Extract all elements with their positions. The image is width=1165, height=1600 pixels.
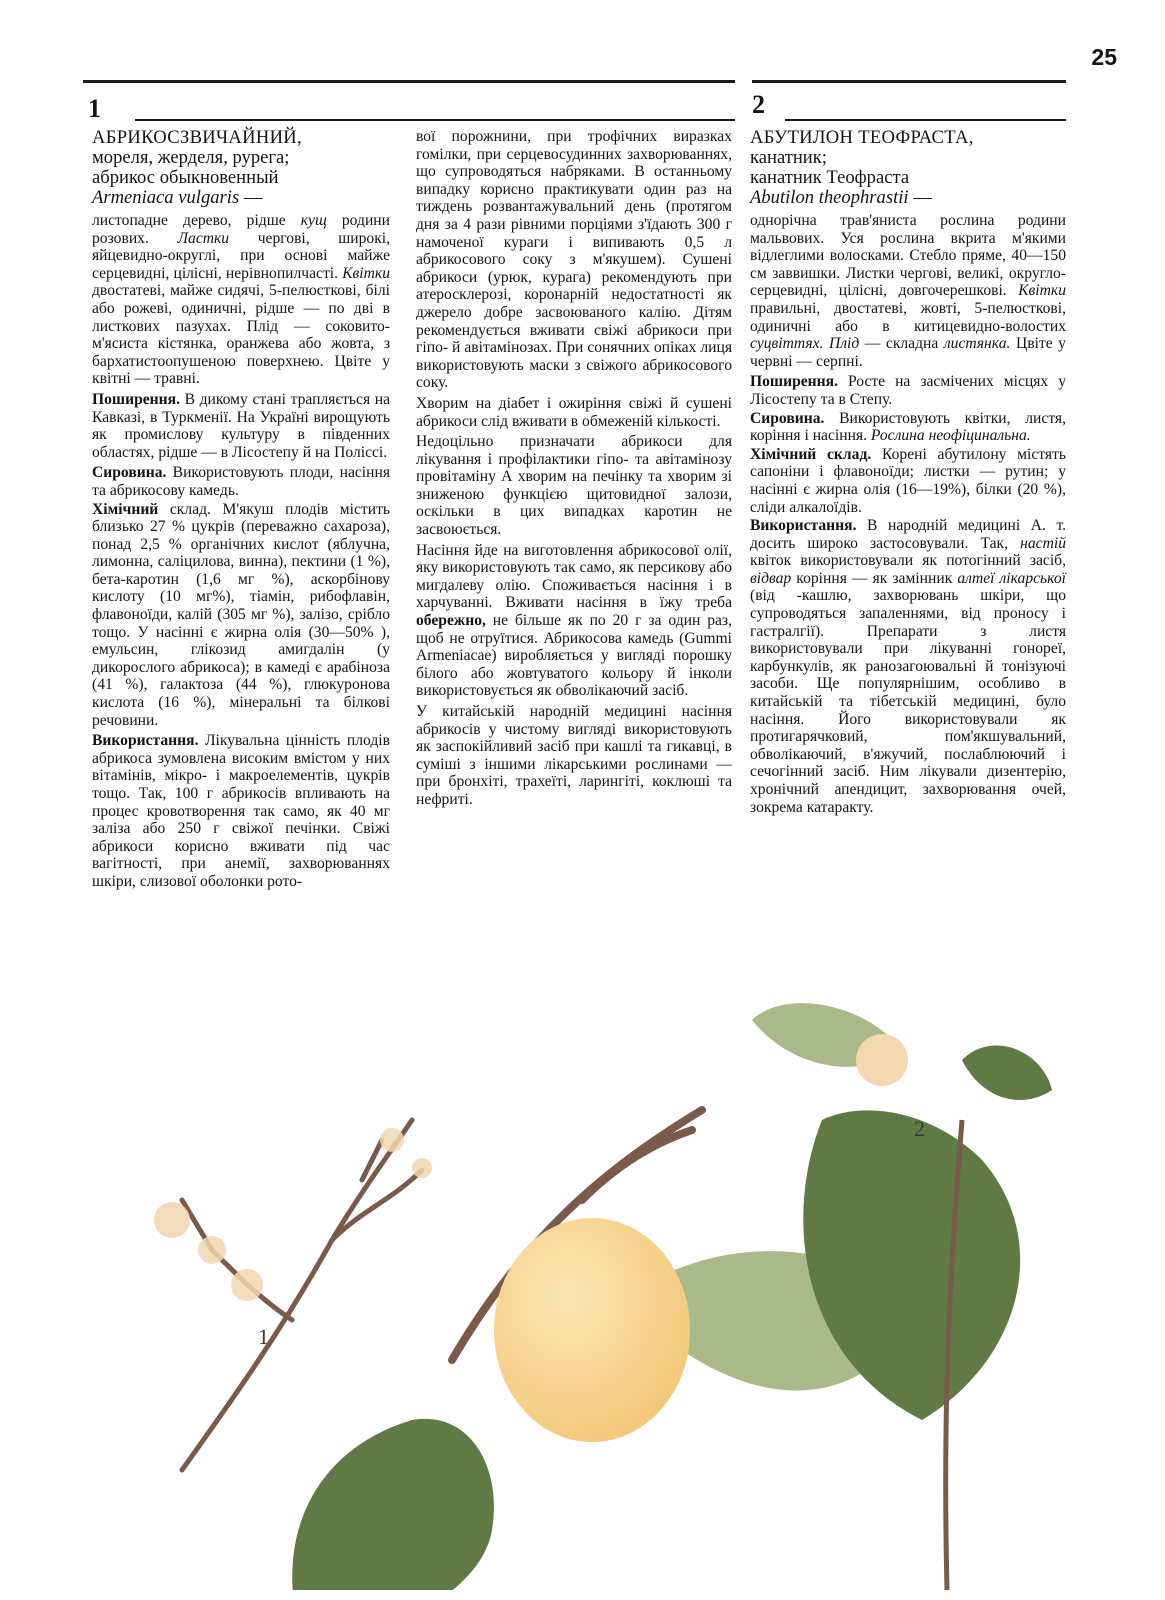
entry2-dash: — — [908, 187, 932, 208]
entry1-usage-continued: вої порожнини, при трофічних виразках гомілки, при серцевосудинних захворюваннях, що супроводяться набряками. В останньому випадку корисно практикувати один раз на тиждень розвантажувальний день (протягом дня за 4 рази рівними порціями з'їдають 300 г намоченої кураги і випивають 0,5 л абрикосового соку з м'якушем). Сушені абрикоси (урюк, курага) рекомендують при атеросклерозі, коронарній недостатності як джерело добре засвоюваного калію. Дітям рекомендується вживати свіжі абрикоси при гіпо- й авітамінозах. При сонячних опіках лиця використовують маски з свіжого абрикосового соку. — [416, 128, 732, 392]
section-text: Використовують плоди, насіння та абрикосову камедь. — [92, 464, 390, 499]
section-text-italic: Рослина неофіцинальна. — [870, 427, 1031, 445]
apricot-fruit — [494, 1218, 690, 1442]
section-text: Корені абутилону містять сапоніни і флавоноїди; листки — рутин; у насінні є жирна олія (16—19%), білки (20 %), сліди алкалоїдів. — [750, 445, 1067, 516]
section-text: склад. М'якуш плодів містить близько 27 % цукрів (переважно сахароза), понад 2,5 % органічних кислот (яблучна, лимонна, саліцилова, винна), пектини (1 %), бета-каротин (1,6 мг %), аскорбінову кислоту (10 мг%), тіамін, рибофлавін, флавоноїди, калій (305 мг %), залізо, срібло тощо. У насінні є жирна олія (30—50% ), емульсин, глікозид амигдалін (у дикорослого абрикоса); в камеді є арабіноза (41 %), галактоза (44 %), глюкуронова кислота (16 %), мінеральні та білкові речовини. — [92, 500, 390, 729]
text-run: коріння — як замінник — [791, 569, 958, 587]
column-3 — [750, 128, 1066, 817]
botanical-illustration — [62, 1000, 1102, 1590]
top-rule-left — [83, 80, 735, 83]
text-run-italic: суцвіттях. Плід — [750, 335, 860, 353]
entry1-contraindication: Недоцільно призначати абрикоси для лікування і профілактики гіпо- та авітамінозу провітаміну А хворим на печінку та хворим зі зниженою функцією щитовидної залози, оскільки в цих випадках каротин не засвоюється. — [416, 433, 732, 539]
text-run: не більше як по 20 г за один раз, щоб не отруїтися. Абрикосова камедь (Gummi Armeniacae) виробляється у вигляді порошку білого або жовтуватого кольору й інколи використовується як обволікаючий засіб. — [416, 612, 732, 700]
text-run: чергові, широкі, яйцевидно-округлі, при основі майже серцевидні, цілісні, нерівнопилчасті. — [92, 229, 391, 282]
column-1 — [92, 128, 390, 892]
entry1-distribution — [92, 391, 390, 461]
entry1-latin-name: Armeniaca vulgaris — [92, 187, 240, 208]
entry1-latin-line — [92, 188, 390, 208]
entry2-distribution — [750, 373, 1066, 408]
section-text: Використовують квітки, листя, коріння і насіння. — [750, 409, 1066, 445]
section-label: Сировина. — [750, 409, 825, 427]
text-run-italic: кущ — [300, 212, 327, 229]
section-label: Використання. — [92, 732, 199, 750]
text-run-bold: обережно, — [416, 612, 486, 630]
section-label: Сировина. — [92, 464, 167, 482]
entry1-description — [92, 212, 390, 388]
entry2-raw-material — [750, 410, 1066, 445]
entry2-rule — [785, 119, 1066, 121]
text-run: Насіння йде на виготовлення абрикосової олії, яку використовують так само, як персикову або мигдалеву олію. Споживається насіння і в харчуванні. Вживати насіння в їжу треба — [416, 541, 732, 612]
entry1-chinese-medicine: У китайській народній медицині насіння абрикосів у чистому вигляді використовують як заспокійливий засіб при кашлі та гикавці, в суміші з іншими лікарськими рослинами — при бронхіті, трахеїті, ларингіті, коклюші та нефриті. — [416, 703, 732, 808]
entry1-name: АБРИКОСЗВИЧАЙНИЙ, — [92, 127, 302, 148]
entry1-diabetes-note: Хворим на діабет і ожиріння свіжі й сушені абрикоси слід вживати в обмеженій кількості. — [416, 394, 732, 430]
text-run: двостатеві, майже сидячі, 5-пелюсткові, білі або рожеві, одиничні, рідше — по дві в листкових пазухах. Плід — соковито-м'ясиста кістянка, оранжева або жовта, з бархатистоопушеною поверхнею. Цвіте у квітні — травні. — [92, 282, 390, 388]
entry2-description — [750, 212, 1066, 370]
text-run-italic: алтеї лікарської — [957, 569, 1066, 587]
entry2-synonyms: канатник; — [750, 147, 827, 168]
entry1-dash: — — [239, 187, 263, 208]
text-run: листопадне дерево, рідше — [92, 212, 301, 229]
page-number: 25 — [1091, 44, 1117, 70]
section-label: Використання. — [750, 517, 857, 535]
section-label: Поширення. — [750, 373, 838, 391]
text-run: (від -кашлю, захворювань шкіри, що супроводяться запаленнями, від проносу і гастралгії). Препарати з листя використовували при лікуванні гонореї, карбункулів, як ранозагоювальні й тонізуючі засоби. Ще популярнішим, особливо в китайській та тібетській медицині, було насіння. Його використовували як протигарячковий, пом'якшувальний, обволікаючий, в'яжучий, послаблюючий і сечогінний засіб. Ним лікували дизентерію, хронічний апендицит, захворювання очей, зокрема катаракту. — [750, 587, 1066, 816]
column-2 — [416, 128, 732, 810]
entry2-latin-line — [750, 188, 1066, 208]
section-label: Поширення. — [92, 390, 180, 408]
entry2-heading — [750, 128, 1066, 208]
entry1-usage — [92, 732, 390, 890]
text-run: родини розових. — [92, 212, 390, 247]
entry1-seed-usage — [416, 542, 732, 700]
text-run: правильні, двостатеві, жовті, 5-пелюсткові, одиничні або в китицевидно-волостих — [750, 299, 1066, 335]
figure-label-1: 1 — [258, 1324, 269, 1349]
entry2-chemistry — [750, 446, 1066, 516]
text-run: — складна — [859, 335, 944, 353]
section-label: Хімічний — [92, 500, 159, 518]
text-run: однорічна трав'яниста рослина родини мальвових. Уся рослина вкрита м'якими відлеглими волосками. Стебло пряме, 40—150 см заввишки. Листки чергові, великі, округло-серцевидні, цілісні, довгочерешкові. — [750, 212, 1066, 300]
text-run: квіток використовували як потогінний засіб, — [750, 552, 1066, 570]
entry1-russian-name: абрикос обыкновенный — [92, 167, 279, 188]
text-run: В народній медицині А. т. досить широко застосовували. Так, — [750, 517, 1066, 552]
top-rule-right — [752, 80, 1066, 83]
entry1-synonyms: мореля, жерделя, рурега; — [92, 147, 290, 168]
entry1-number: 1 — [88, 94, 101, 123]
entry2-usage — [750, 517, 1066, 816]
text-run-italic: настій — [1020, 534, 1066, 552]
entry2-latin-name: Abutilon theophrastii — [750, 187, 909, 208]
entry2-russian-name: канатник Теофраста — [750, 167, 910, 188]
entry2-number: 2 — [752, 90, 765, 119]
section-text: Лікувальна цінність плодів абрикоса зумовлена високим вмістом у них вітамінів, мікро- і макроелементів, цукрів тощо. Так, 100 г абрикосів впливають на процес кровотворення так само, як 40 мг заліза або 250 г свіжої печінки. Свіжі абрикоси корисно вживати під час вагітності, при анемії, захворюваннях шкіри, слизової оболонки рото- — [92, 732, 390, 890]
text-run-italic: листянка. — [943, 335, 1011, 353]
entry2-name: АБУТИЛОН ТЕОФРАСТА, — [750, 127, 974, 148]
entry1-heading — [92, 128, 390, 208]
text-run-italic: Квітки — [1018, 282, 1066, 300]
apricot-flowering-branch — [182, 1120, 422, 1470]
entry1-raw-material — [92, 464, 390, 499]
entry1-rule — [135, 119, 735, 121]
text-run-italic: відвар — [750, 569, 792, 587]
entry1-chemistry — [92, 501, 390, 730]
section-label: Хімічний склад. — [750, 445, 872, 463]
text-run-italic: Ластки — [177, 229, 230, 247]
text-run: Цвіте у червні — серпні. — [750, 335, 1066, 370]
figure-label-2: 2 — [914, 1116, 925, 1141]
text-run-italic: Квітки — [342, 264, 390, 282]
section-text: Росте на засмічених місцях у Лісостепу та в Степу. — [750, 373, 1066, 408]
section-text: В дикому стані трапляється на Кавказі, в Туркменії. На Україні вирощують як промислову культуру в південних областях, рідше — в Лісостепу й на Поліссі. — [92, 390, 390, 461]
